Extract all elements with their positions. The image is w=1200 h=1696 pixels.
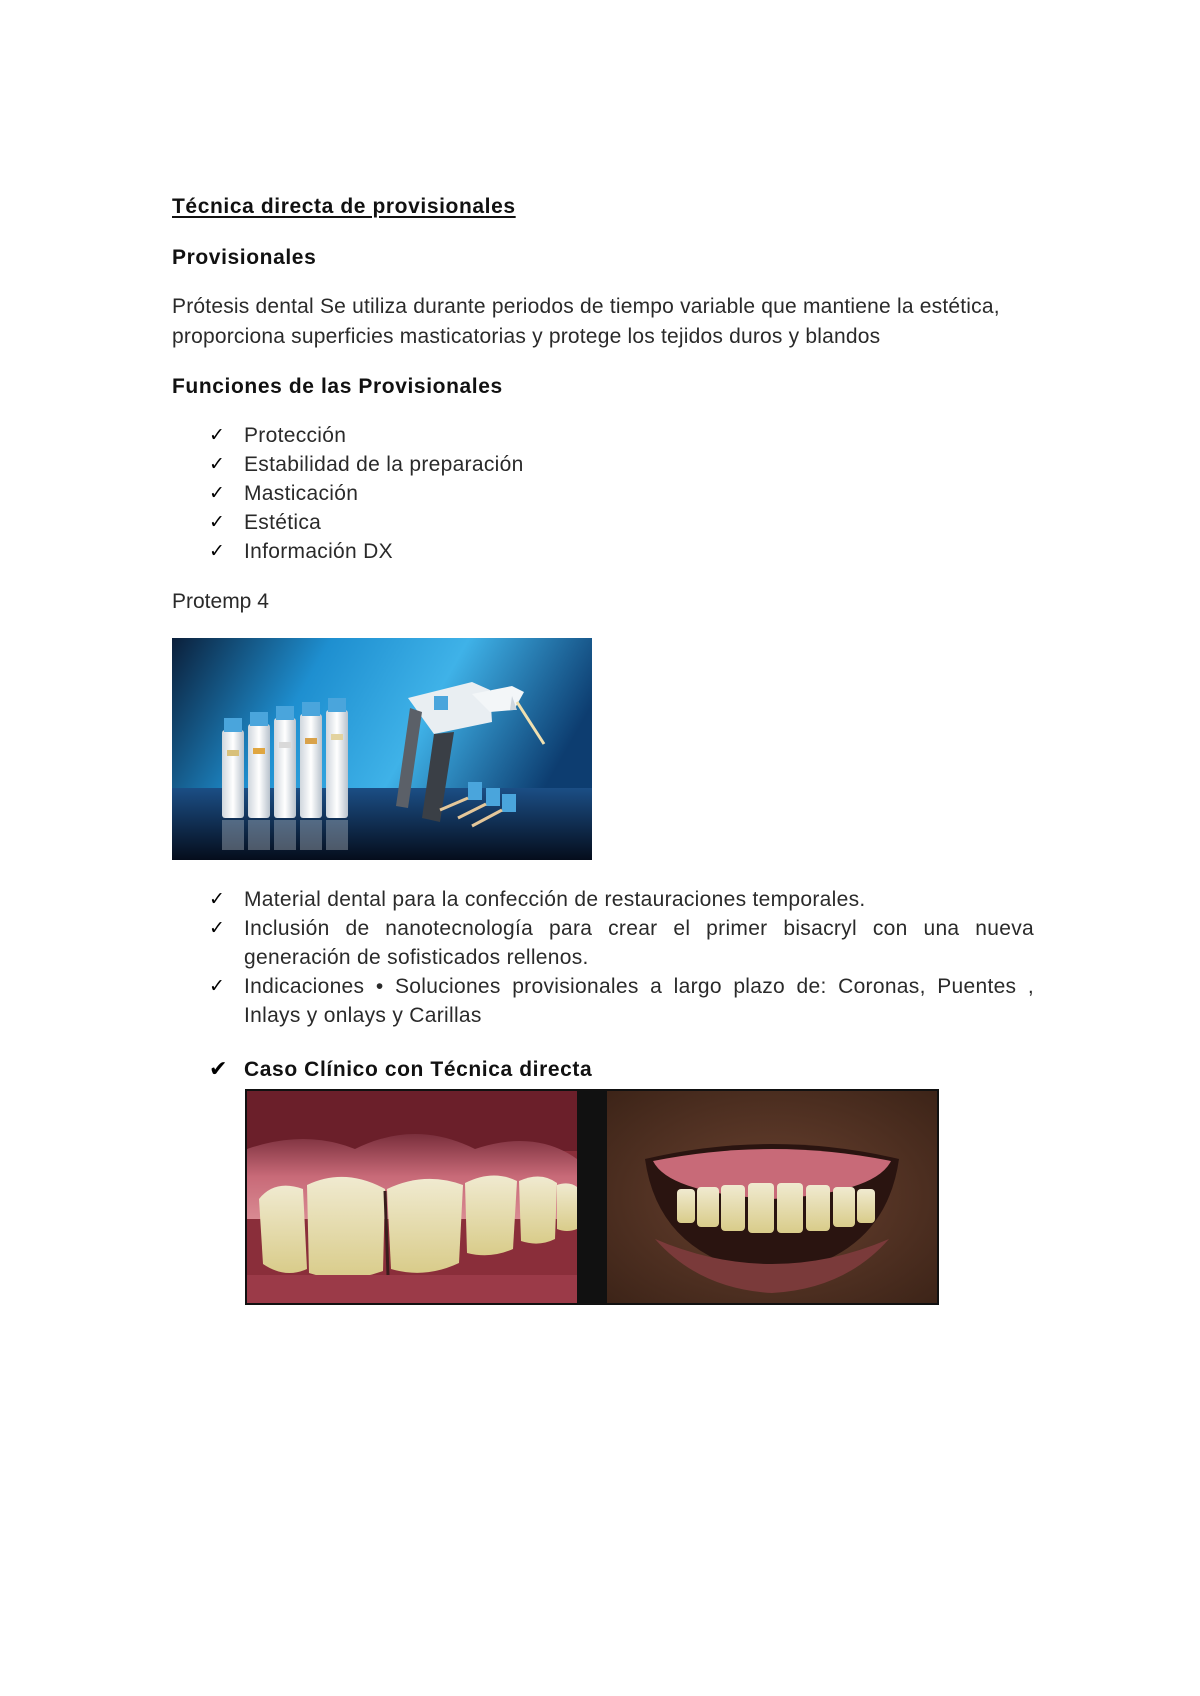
list-item: ✓ Estabilidad de la preparación — [172, 450, 1034, 479]
checkmark-icon: ✓ — [209, 511, 226, 533]
list-item: ✓ Información DX — [172, 537, 1034, 566]
list-item: ✓ Masticación — [172, 479, 1034, 508]
product-name: Protemp 4 — [172, 590, 269, 613]
document-title: Técnica directa de provisionales — [172, 195, 516, 218]
checkmark-icon: ✓ — [209, 975, 226, 997]
checkmark-icon: ✓ — [209, 424, 226, 446]
definition-line: proporciona superficies masticatorias y protege los tejidos duros y blandos — [172, 325, 881, 348]
checkmark-icon: ✓ — [209, 453, 226, 475]
definition-line: Prótesis dental Se utiliza durante periodos de tiempo variable que mantiene la estética, — [172, 295, 1000, 318]
product-photo — [172, 638, 592, 860]
checkmark-icon: ✓ — [209, 888, 226, 910]
list-item: ✓ Inclusión de nanotecnología para crear el primer bisacryl con una nueva generación de sofisticados rellenos. — [172, 914, 1034, 972]
checkmark-icon: ✓ — [209, 917, 226, 939]
list-item: ✓ Estética — [172, 508, 1034, 537]
product-points-list — [172, 885, 1034, 1030]
definition-paragraph — [172, 292, 1032, 352]
list-item: ✓ Indicaciones • Soluciones provisionales a largo plazo de: Coronas, Puentes , Inlays y onlays y Carillas — [172, 972, 1034, 1030]
clinical-case-heading: ✔ Caso Clínico con Técnica directa — [172, 1055, 1034, 1085]
checkmark-icon: ✓ — [209, 482, 226, 504]
clinical-case-photos — [245, 1089, 939, 1305]
list-item: ✓ Protección — [172, 421, 1034, 450]
checkmark-icon: ✔ — [209, 1057, 229, 1082]
functions-heading: Funciones de las Provisionales — [172, 375, 503, 398]
functions-list — [172, 421, 1034, 566]
section-heading: Provisionales — [172, 246, 317, 269]
checkmark-icon: ✓ — [209, 540, 226, 562]
list-item: ✓ Material dental para la confección de restauraciones temporales. — [172, 885, 1034, 914]
